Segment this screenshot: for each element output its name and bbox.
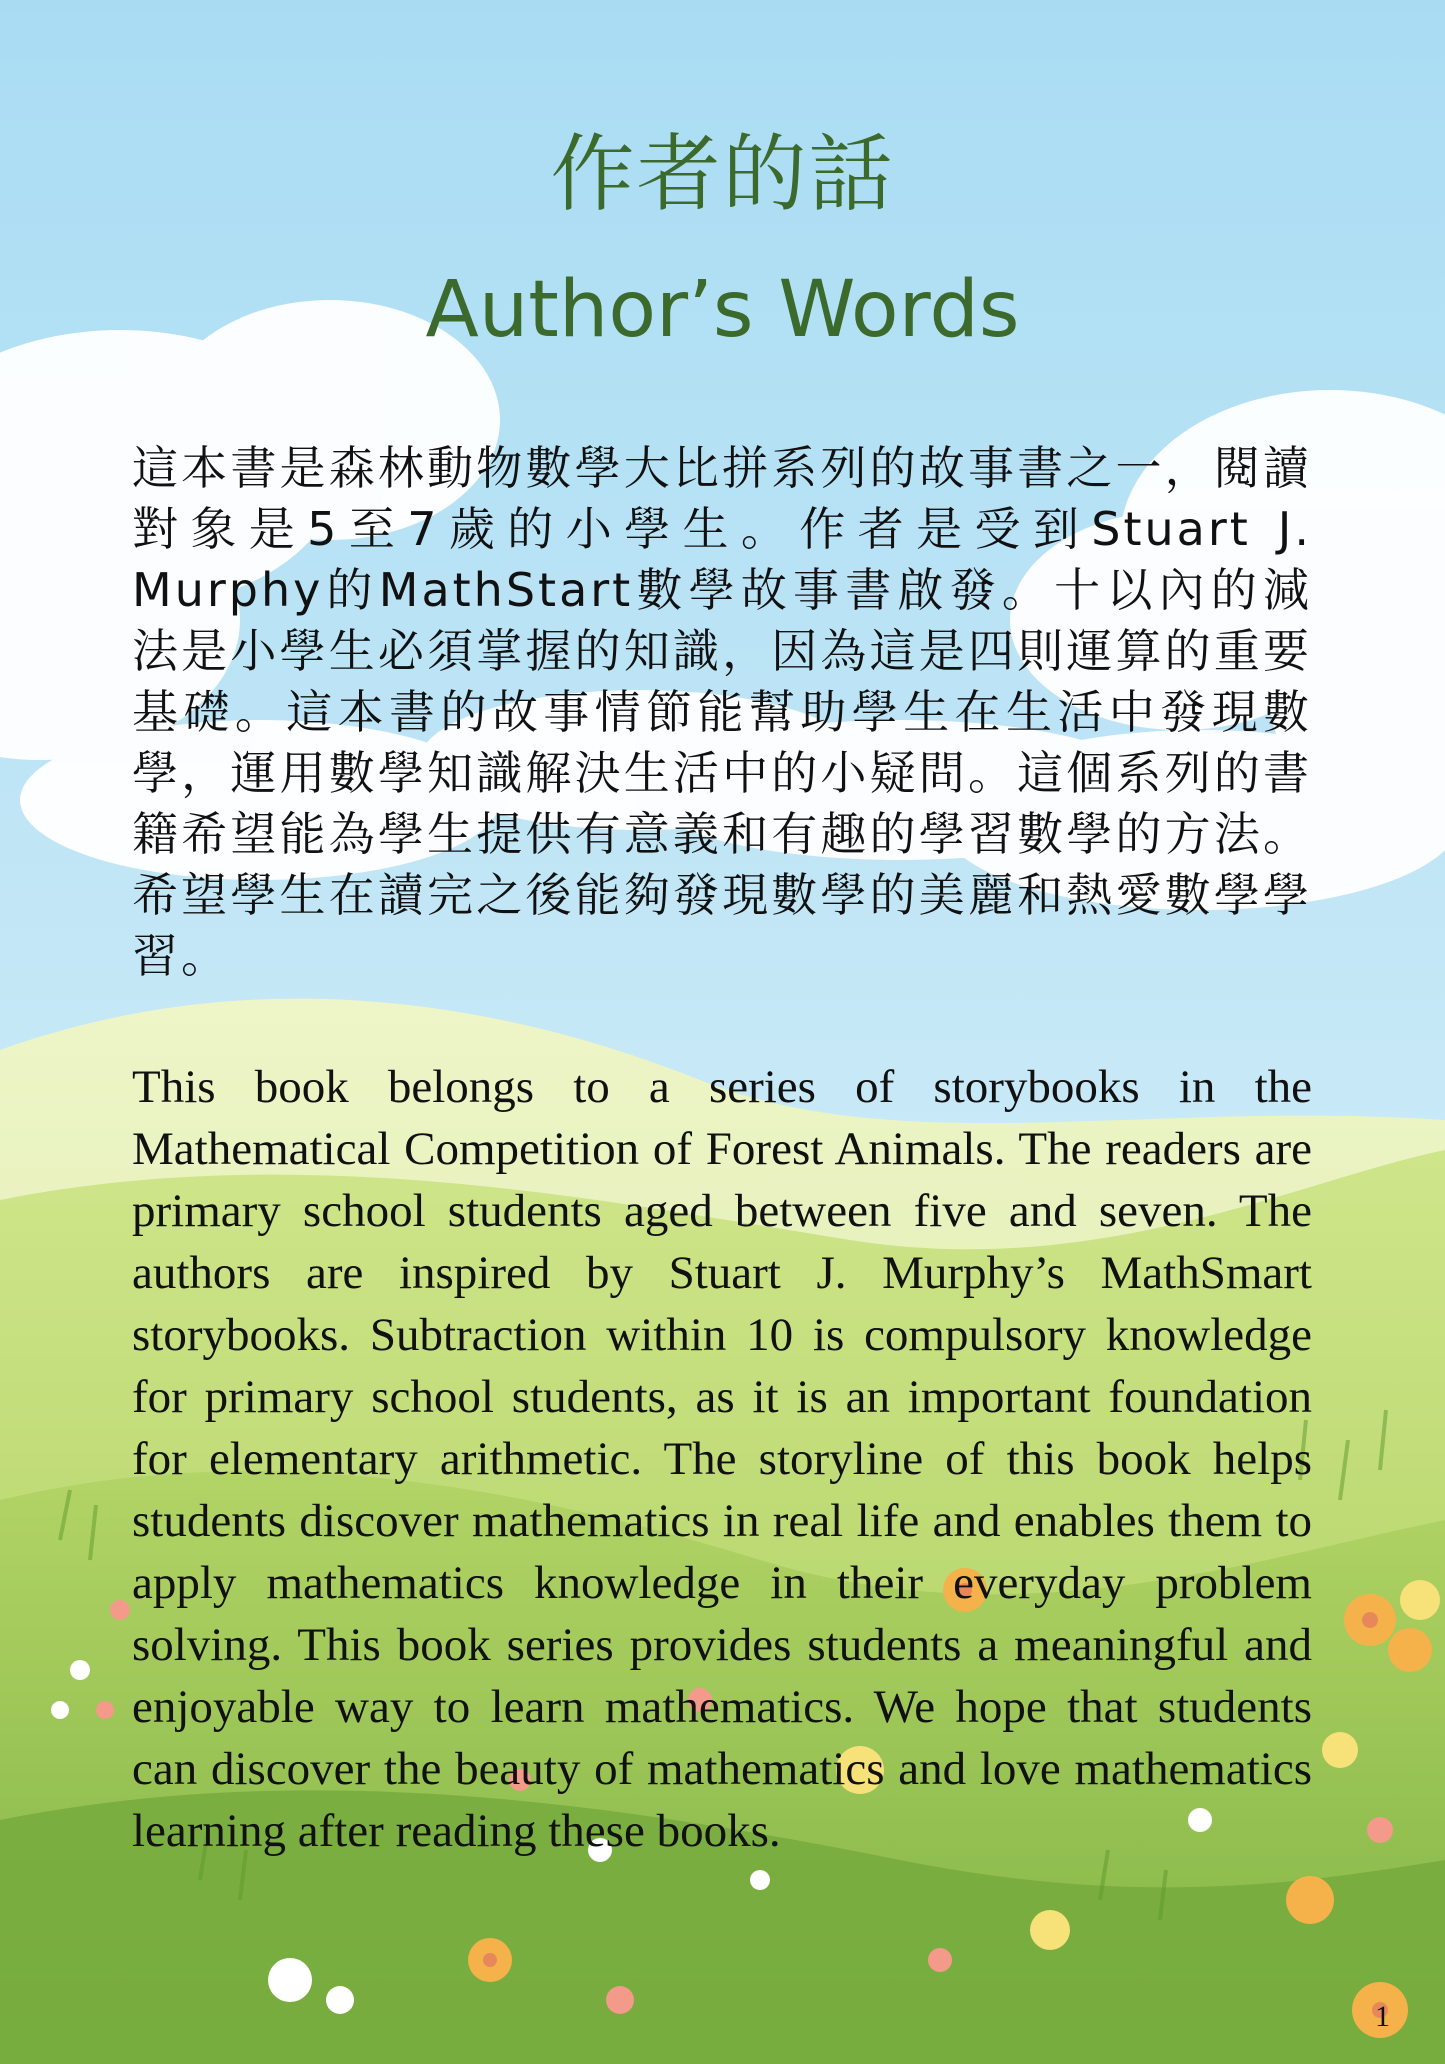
page-title-chinese: 作者的話 (550, 125, 895, 223)
paragraph-chinese: 這本書是森林動物數學大比拼系列的故事書之一，閱讀對象是5至7歲的小學生。作者是受到Stuart J. Murphy的MathStart數學故事書啟發。十以內的減法是小學生必須掌握的知識，因為這是四則運算的重要基礎。這本書的故事情節能幫助學生在生活中發現數學，運用數學知識解決生活中的小疑問。這個系列的書籍希望能為學生提供有意義和有趣的學習數學的方法。希望學生在讀完之後能夠發現數學的美麗和熱愛數學學習。 (132, 441, 1312, 983)
paragraph-english: This book belongs to a series of storybooks in the Mathematical Competition of Forest Animals. The readers are primary school students aged between five and seven. The authors are inspired by Stuart J. Murphy’s MathSmart storybooks. Subtraction within 10 is compulsory knowledge for primary school students, as it is an important foundation for elementary arithmetic. The storyline of this book helps students discover mathematics in real life and enables them to apply mathematics knowledge in their everyday problem solving. This book series provides students a meaningful and enjoyable way to learn mathematics. We hope that students can discover the beauty of mathematics and love mathematics learning after reading these books. (132, 1061, 1312, 1857)
page-title-english: Author’s Words (425, 265, 1020, 355)
page-number: 1 (1375, 2000, 1390, 2033)
